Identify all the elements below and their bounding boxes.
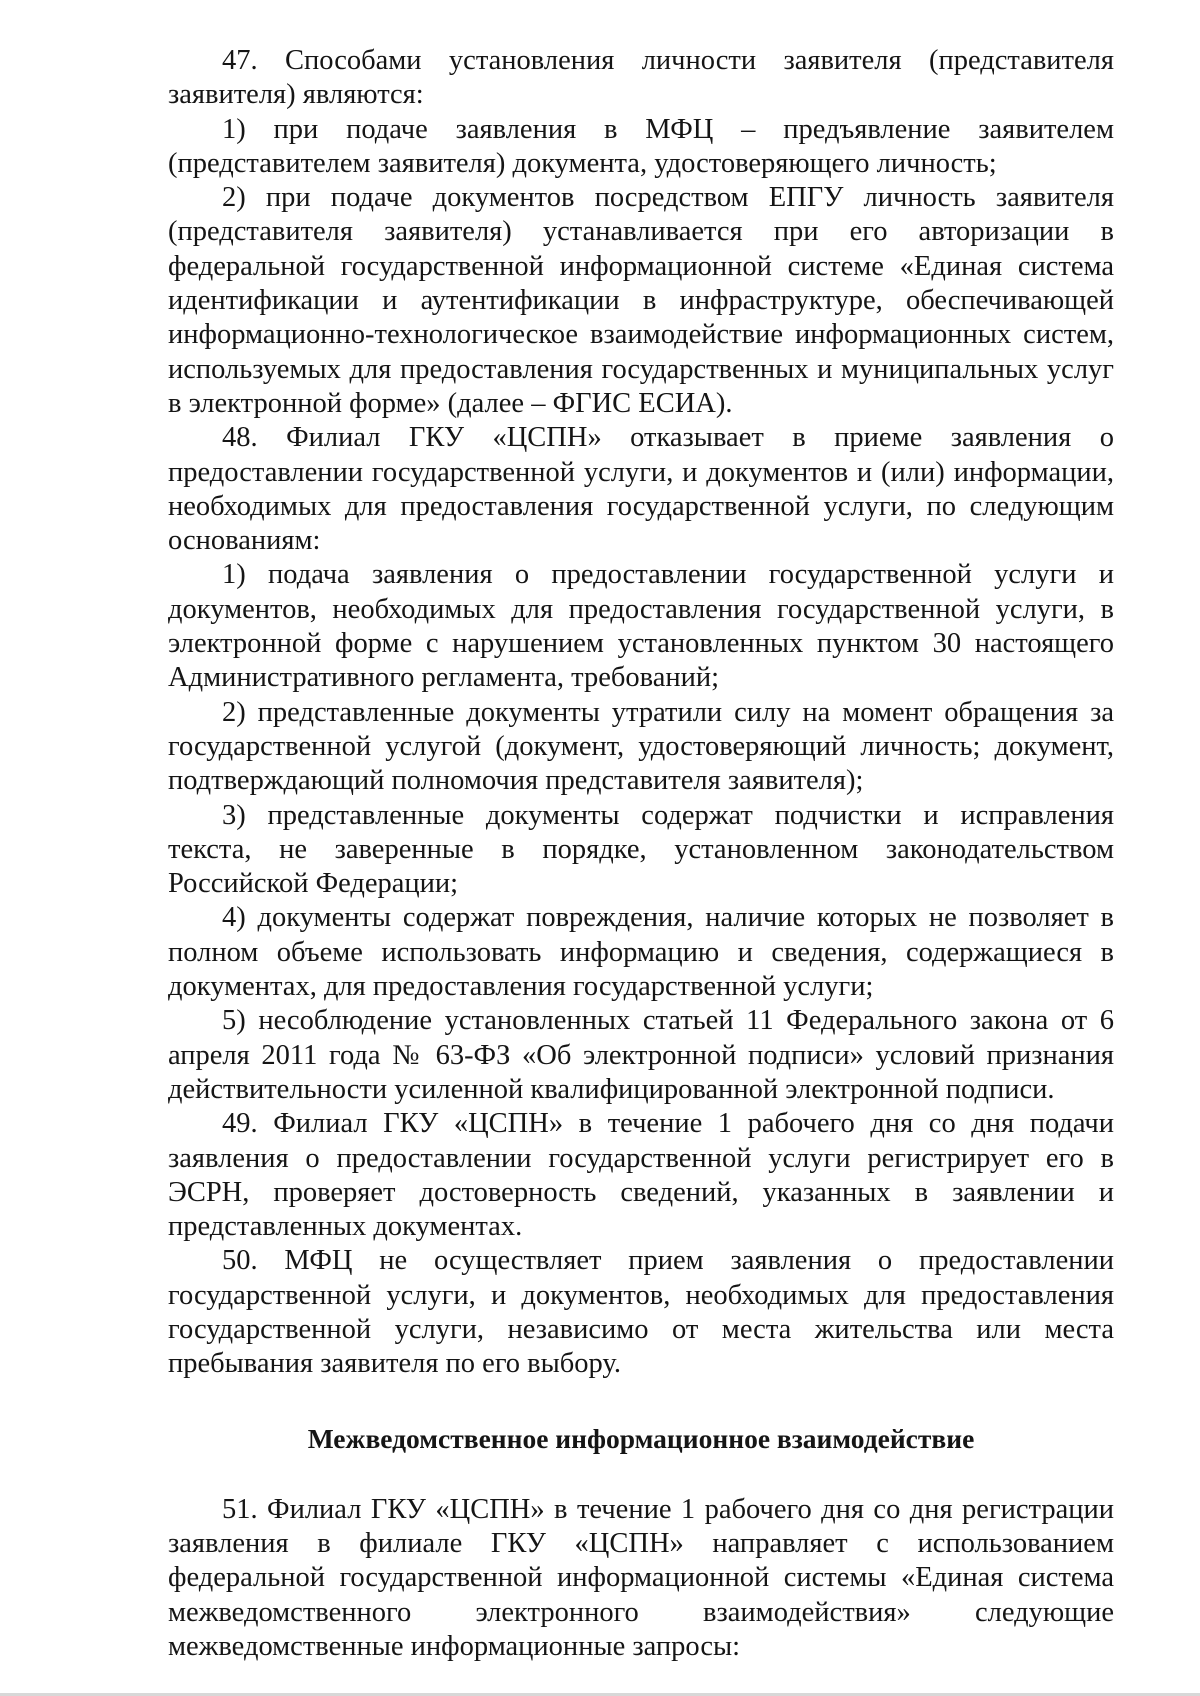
paragraph-50: 50. МФЦ не осуществляет прием заявления о предоставлении государственной услуги, и документов, необходимых для предоставления государственной услуги, независимо от места жительства или места пребывания заявителя по его выбору. xyxy=(168,1245,1114,1380)
paragraph-47-item-2: 2) при подаче документов посредством ЕПГУ личность заявителя (представителя заявителя) устанавливается при его авторизации в федеральной государственной информационной системе «Единая система идентификации и аутентификации в инфраструктуре, обеспечивающей информационно-технологическое взаимодействие информационных систем, используемых для предоставления государственных и муниципальных услуг в электронной форме» (далее – ФГИС ЕСИА). xyxy=(168,182,1114,419)
paragraph-48: 48. Филиал ГКУ «ЦСПН» отказывает в приеме заявления о предоставлении государственной услуги, и документов и (или) информации, необходимых для предоставления государственной услуги, по следующим основаниям: xyxy=(168,422,1114,557)
paragraph-47: 47. Способами установления личности заявителя (представителя заявителя) являются: xyxy=(168,45,1114,111)
document-page xyxy=(168,44,1114,1664)
paragraph-47-item-1: 1) при подаче заявления в МФЦ – предъявление заявителем (представителем заявителя) документа, удостоверяющего личность; xyxy=(168,113,1114,179)
paragraph-48-item-4: 4) документы содержат повреждения, наличие которых не позволяет в полном объеме использовать информацию и сведения, содержащиеся в документах, для предоставления государственной услуги; xyxy=(168,902,1114,1003)
paragraph-48-item-1: 1) подача заявления о предоставлении государственной услуги и документов, необходимых для предоставления государственной услуги, в электронной форме с нарушением установленных пунктом 30 настоящего Административного регламента, требований; xyxy=(168,559,1114,694)
paragraph-48-item-5: 5) несоблюдение установленных статьей 11 Федерального закона от 6 апреля 2011 года № 63-ФЗ «Об электронной подписи» условий признания действительности усиленной квалифицированной электронной подписи. xyxy=(168,1005,1114,1105)
paragraph-49: 49. Филиал ГКУ «ЦСПН» в течение 1 рабочего дня со дня подачи заявления о предоставлении государственной услуги регистрирует его в ЭСРН, проверяет достоверность сведений, указанных в заявлении и представленных документах. xyxy=(168,1108,1114,1243)
paragraph-48-item-3: 3) представленные документы содержат подчистки и исправления текста, не заверенные в порядке, установленном законодательством Российской Федерации; xyxy=(168,799,1114,900)
paragraph-51: 51. Филиал ГКУ «ЦСПН» в течение 1 рабочего дня со дня регистрации заявления в филиале ГКУ «ЦСПН» направляет с использованием федеральной государственной информационной системы «Единая система межведомственного электронного взаимодействия» следующие межведомственные информационные запросы: xyxy=(168,1493,1114,1663)
section-heading: Межведомственное информационное взаимодействие xyxy=(307,1422,975,1454)
paragraph-48-item-2: 2) представленные документы утратили силу на момент обращения за государственной услугой (документ, удостоверяющий личность; документ, подтверждающий полномочия представителя заявителя); xyxy=(168,696,1114,797)
